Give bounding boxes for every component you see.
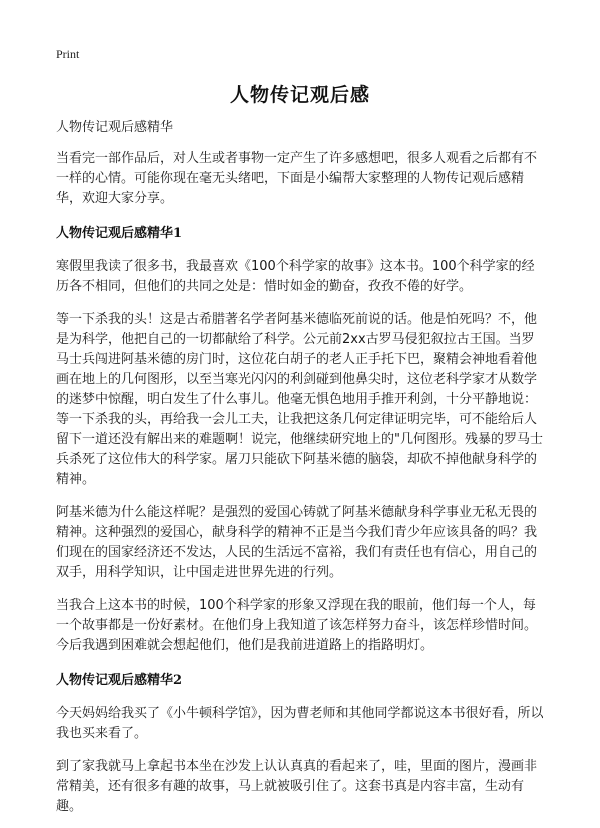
article-subtitle: 人物传记观后感精华 [56,120,174,135]
section-1-paragraph-3: 阿基米德为什么能这样呢？是强烈的爱国心铸就了阿基米德献身科学事业无私无畏的精神。这种强烈的爱国心，献身科学的精神不正是当今我们青少年应该具备的吗？我们现在的国家经济还不发达，人民的生活远不富裕，我们有责任也有信心，用自己的双手，用科学知识，让中国走进世界先进的行列。 [56,505,538,580]
section-heading-1: 人物传记观后感精华1 [56,226,183,241]
section-2-paragraph-2: 到了家我就马上拿起书本坐在沙发上认认真真的看起来了，哇，里面的图片，漫画非常精美，还有很多有趣的故事，马上就被吸引住了。这套书真是内容丰富，生动有趣。 [56,759,538,814]
intro-paragraph: 当看完一部作品后，对人生或者事物一定产生了许多感想吧，很多人观看之后都有不一样的心情。可能你现在毫无头绪吧，下面是小编帮大家整理的人物传记观后感精华，欢迎大家分享。 [56,151,538,206]
section-heading-2: 人物传记观后感精华2 [56,673,183,688]
page-title: 人物传记观后感 [229,84,370,106]
section-1-paragraph-1: 寒假里我读了很多书，我最喜欢《100个科学家的故事》这本书。100个科学家的经历各不相同，但他们的共同之处是：惜时如金的勤奋，孜孜不倦的好学。 [56,259,535,294]
section-2-paragraph-1: 今天妈妈给我买了《小牛顿科学馆》，因为曹老师和其他同学都说这本书很好看，所以我也买来看了。 [56,706,544,741]
article-body [56,118,546,817]
section-1-paragraph-2: 等一下杀我的头！这是古希腊著名学者阿基米德临死前说的话。他是怕死吗？不，他是为科学，他把自己的一切都献给了科学。公元前2xx古罗马侵犯叙拉古王国。当罗马士兵闯进阿基米德的房门时，这位花白胡子的老人正手托下巴，聚精会神地看着他画在地上的几何图形，以至当寒光闪闪的利剑碰到他鼻尖时，这位老科学家才从数学的迷梦中惊醒，明白发生了什么事儿。他毫无惧色地用手推开利剑，十分平静地说：等一下杀我的头，再给我一会儿工夫，让我把这条几何定律证明完毕，可不能给后人留下一道还没有解出来的难题啊！说完，他继续研究地上的"几何图形。残暴的罗马士兵杀死了这位伟大的科学家。屠刀只能砍下阿基米德的脑袋，却砍不掉他献身科学的精神。 [56,312,543,487]
print-label[interactable]: Print [56,47,80,61]
section-1-paragraph-4: 当我合上这本书的时候，100个科学家的形象又浮现在我的眼前，他们每一个人，每一个故事都是一份好素材。在他们身上我知道了该怎样努力奋斗，该怎样珍惜时间。今后我遇到困难就会想起他们，他们是我前进道路上的指路明灯。 [56,598,538,653]
